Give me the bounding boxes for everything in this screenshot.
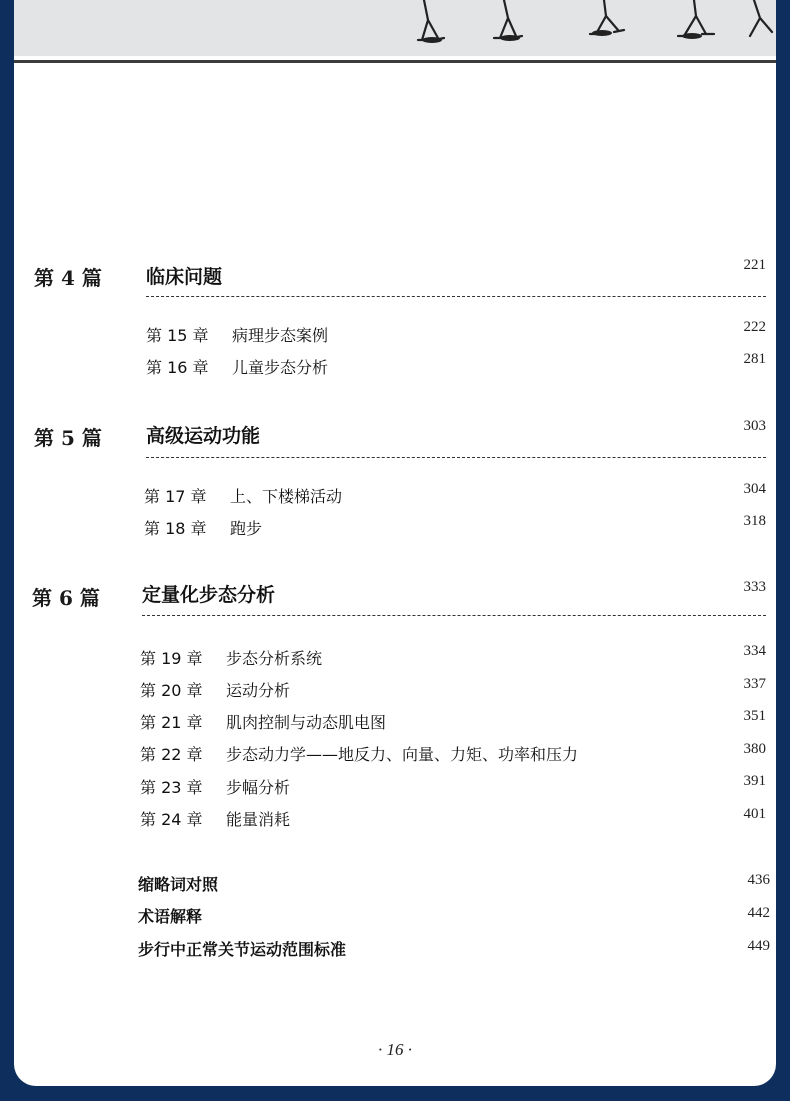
part-title: 临床问题 bbox=[146, 266, 223, 288]
part-page-number: 221 bbox=[743, 257, 766, 273]
chapter-page-number: 318 bbox=[743, 513, 766, 529]
chapter-number: 第 17 章 bbox=[144, 487, 207, 506]
chapter-title: 儿童步态分析 bbox=[232, 358, 329, 377]
chapter-number: 第 16 章 bbox=[146, 358, 209, 377]
chapter-page-number: 281 bbox=[743, 351, 766, 367]
chapter-title: 跑步 bbox=[230, 519, 263, 538]
chapter-page-number: 304 bbox=[743, 481, 766, 497]
appendix-page-number: 449 bbox=[747, 938, 770, 954]
chapter-title: 肌肉控制与动态肌电图 bbox=[226, 713, 387, 732]
chapter-page-number: 401 bbox=[743, 806, 766, 822]
appendix-page-number: 442 bbox=[747, 905, 770, 921]
part-title: 定量化步态分析 bbox=[142, 584, 276, 606]
walking-skeleton-figures-icon bbox=[404, 0, 776, 44]
chapter-number: 第 23 章 bbox=[140, 778, 203, 797]
chapter-title: 步态动力学——地反力、向量、力矩、功率和压力 bbox=[226, 745, 579, 764]
chapter-number: 第 22 章 bbox=[140, 745, 203, 764]
chapter-number: 第 24 章 bbox=[140, 810, 203, 829]
part-number: 第 4 篇 bbox=[34, 266, 102, 290]
chapter-number: 第 19 章 bbox=[140, 649, 203, 668]
part-number: 第 5 篇 bbox=[34, 426, 102, 450]
appendix-title: 缩略词对照 bbox=[138, 875, 219, 894]
chapter-page-number: 351 bbox=[743, 708, 766, 724]
part-page-number: 303 bbox=[743, 418, 766, 434]
appendix-title: 术语解释 bbox=[138, 907, 203, 926]
chapter-page-number: 222 bbox=[743, 319, 766, 335]
header-rule bbox=[14, 60, 776, 63]
page-footer-number: · 16 · bbox=[378, 1040, 412, 1059]
dashed-divider bbox=[146, 457, 766, 458]
chapter-page-number: 391 bbox=[743, 773, 766, 789]
chapter-number: 第 15 章 bbox=[146, 326, 209, 345]
part-number: 第 6 篇 bbox=[32, 586, 100, 610]
dashed-divider bbox=[142, 615, 766, 616]
book-page bbox=[14, 0, 776, 1086]
chapter-page-number: 337 bbox=[743, 676, 766, 692]
part-title: 高级运动功能 bbox=[146, 425, 261, 447]
chapter-title: 上、下楼梯活动 bbox=[230, 487, 343, 506]
appendix-title: 步行中正常关节运动范围标准 bbox=[138, 940, 347, 959]
dashed-divider bbox=[146, 296, 766, 297]
chapter-title: 能量消耗 bbox=[226, 810, 291, 829]
chapter-page-number: 334 bbox=[743, 643, 766, 659]
chapter-number: 第 20 章 bbox=[140, 681, 203, 700]
chapter-number: 第 18 章 bbox=[144, 519, 207, 538]
chapter-title: 病理步态案例 bbox=[232, 326, 329, 345]
chapter-title: 步幅分析 bbox=[226, 778, 291, 797]
part-page-number: 333 bbox=[743, 579, 766, 595]
chapter-page-number: 380 bbox=[743, 741, 766, 757]
chapter-title: 运动分析 bbox=[226, 681, 291, 700]
appendix-page-number: 436 bbox=[747, 872, 770, 888]
chapter-title: 步态分析系统 bbox=[226, 649, 323, 668]
chapter-number: 第 21 章 bbox=[140, 713, 203, 732]
